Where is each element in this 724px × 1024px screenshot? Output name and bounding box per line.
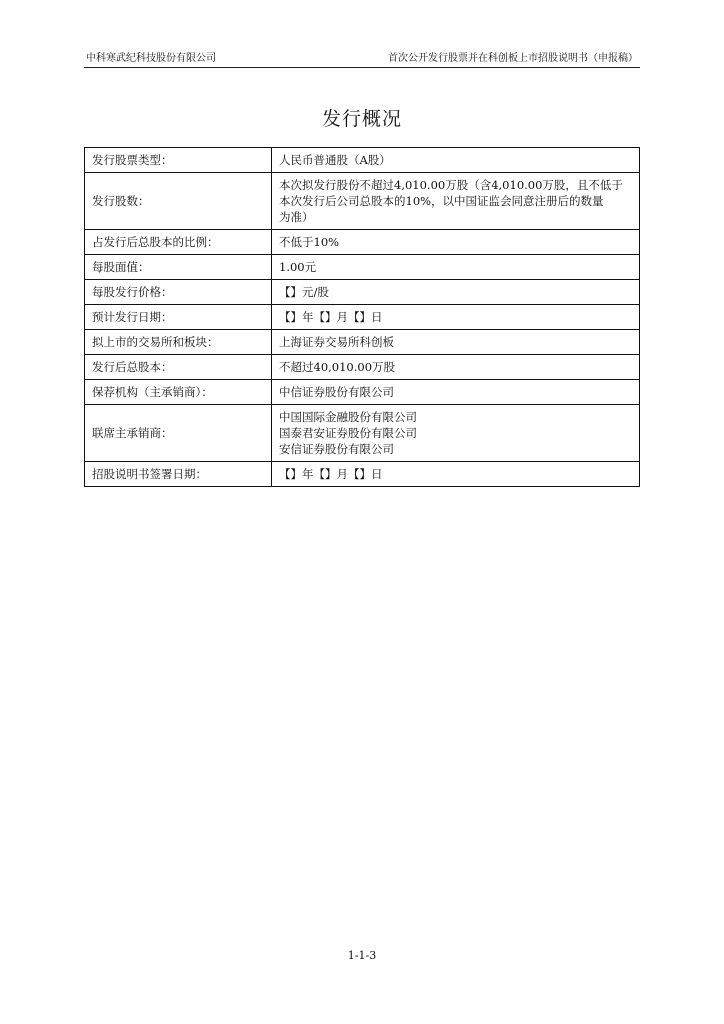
table-row [85, 380, 640, 405]
row-value [272, 355, 640, 380]
row-label: 招股说明书签署日期： [85, 462, 272, 487]
row-label: 每股发行价格： [85, 280, 272, 305]
table-row [85, 148, 640, 173]
row-value-line: 不低于10% [279, 235, 340, 249]
row-label: 发行后总股本： [85, 355, 272, 380]
row-value [272, 173, 640, 230]
page-header [84, 51, 640, 67]
row-value [272, 462, 640, 487]
row-value-line: 国泰君安证券股份有限公司 [279, 426, 417, 440]
row-label: 发行股数： [85, 173, 272, 230]
row-value [272, 255, 640, 280]
row-label: 联席主承销商： [85, 405, 272, 462]
row-label: 占发行后总股本的比例： [85, 230, 272, 255]
row-value-line: 1.00元 [279, 260, 317, 274]
offering-overview-table [84, 147, 640, 487]
table-row [85, 462, 640, 487]
row-value [272, 280, 640, 305]
table-row [85, 355, 640, 380]
row-value [272, 305, 640, 330]
row-label: 预计发行日期： [85, 305, 272, 330]
header-company-name: 中科寒武纪科技股份有限公司 [86, 53, 216, 64]
table-row [85, 305, 640, 330]
row-value [272, 148, 640, 173]
row-value-line: 人民币普通股（A股） [279, 153, 391, 167]
page-title: 发行概况 [321, 108, 402, 130]
row-label: 每股面值： [85, 255, 272, 280]
row-label: 保荐机构（主承销商）： [85, 380, 272, 405]
row-value-line: 为准） [279, 210, 314, 224]
table-row [85, 330, 640, 355]
header-divider [84, 67, 640, 68]
row-label: 拟上市的交易所和板块： [85, 330, 272, 355]
row-value-line: 上海证券交易所科创板 [279, 335, 394, 349]
row-value-line: 安信证券股份有限公司 [279, 442, 394, 456]
header-document-title: 首次公开发行股票并在科创板上市招股说明书（申报稿） [388, 53, 638, 64]
row-value [272, 230, 640, 255]
table-row [85, 173, 640, 230]
row-value-line: 【】元/股 [279, 285, 329, 299]
row-value-line: 本次发行后公司总股本的10%，以中国证监会同意注册后的数量 [279, 194, 604, 208]
row-value [272, 405, 640, 462]
page-number: 1-1-3 [347, 949, 377, 962]
row-value-line: 中国国际金融股份有限公司 [279, 410, 417, 424]
row-value-line: 中信证券股份有限公司 [279, 385, 394, 399]
row-value [272, 380, 640, 405]
row-value-line: 【】年【】月【】日 [279, 310, 383, 324]
table-row [85, 255, 640, 280]
row-value-line: 【】年【】月【】日 [279, 467, 383, 481]
table-row [85, 230, 640, 255]
row-value-line: 本次拟发行股份不超过4,010.00万股（含4,010.00万股，且不低于 [279, 178, 623, 192]
table-row [85, 280, 640, 305]
table-row [85, 405, 640, 462]
row-value [272, 330, 640, 355]
row-value-line: 不超过40,010.00万股 [279, 360, 396, 374]
row-label: 发行股票类型： [85, 148, 272, 173]
